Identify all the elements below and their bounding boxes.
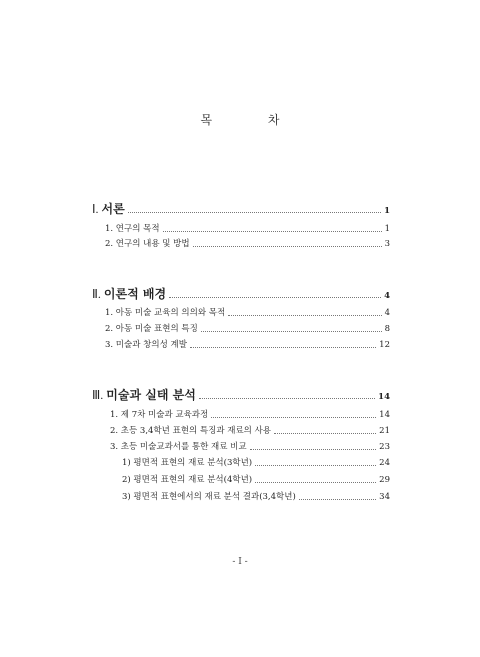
chapter-title: 서론 [101,202,125,216]
dot-leader [201,330,382,332]
dot-leader [199,397,375,399]
subsection-title: 1) 평면적 표현의 재료 분석(3학년) [122,458,253,468]
page-footer: - Ⅰ - [232,557,248,567]
toc-chapter-3[interactable] [92,388,390,404]
dot-leader [250,448,377,450]
dot-leader [128,211,381,213]
chapter-title: 미술과 실태 분석 [106,388,196,402]
toc-title: 목 차 [200,113,306,127]
page-number: 1 [384,224,390,234]
chapter-number: Ⅰ. [92,202,102,216]
toc-section[interactable] [105,306,390,320]
dot-leader [169,296,381,298]
page-number: 4 [384,291,390,301]
section-title: 1. 제 7차 미술과 교육과정 [110,410,209,420]
subsection-title: 3) 평면적 표현에서의 재료 분석 결과(3,4학년) [122,492,296,502]
toc-chapter-2[interactable] [92,287,390,303]
dot-leader [255,481,376,483]
page-number: 8 [384,324,390,334]
toc-chapter-1[interactable] [92,202,390,218]
toc-section[interactable] [105,322,390,336]
toc-section[interactable] [105,237,390,251]
section-title: 2. 아동 미술 표현의 특징 [105,324,198,334]
page-number: 29 [379,475,390,485]
page-number: 14 [378,392,390,402]
dot-leader [299,498,376,500]
section-title: 1. 아동 미술 교육의 의의와 목적 [105,308,226,318]
toc-section[interactable] [110,440,390,454]
toc-subsection[interactable] [122,456,390,470]
toc-subsection[interactable] [122,490,390,504]
dot-leader [193,245,382,247]
dot-leader [163,230,382,232]
dot-leader [190,346,376,348]
section-title: 1. 연구의 목적 [105,224,160,234]
section-title: 2. 초등 3,4학년 표현의 특징과 재료의 사용 [110,426,272,436]
page-number: 14 [379,410,390,420]
toc-section[interactable] [105,338,390,352]
page-number: 1 [384,206,390,216]
section-title: 2. 연구의 내용 및 방법 [105,239,190,249]
dot-leader [228,314,381,316]
toc-subsection[interactable] [122,473,390,487]
page-number: 24 [379,458,390,468]
page-number: 3 [384,239,390,249]
toc-section[interactable] [105,222,390,236]
page-number: 12 [379,340,390,350]
toc-section[interactable] [110,408,390,422]
section-title: 3. 미술과 창의성 계발 [105,340,187,350]
chapter-number: Ⅲ. [92,388,107,402]
dot-leader [255,464,376,466]
page-number: 23 [379,442,390,452]
section-title: 3. 초등 미술교과서를 통한 재료 비교 [110,442,247,452]
page-number: 34 [379,492,390,502]
page-number: 21 [379,426,390,436]
chapter-title: 이론적 배경 [103,287,167,301]
dot-leader [211,416,376,418]
page-number: 4 [384,308,390,318]
chapter-number: Ⅱ. [92,287,104,301]
toc-section[interactable] [110,424,390,438]
subsection-title: 2) 평면적 표현의 재료 분석(4학년) [122,475,253,485]
dot-leader [274,432,376,434]
